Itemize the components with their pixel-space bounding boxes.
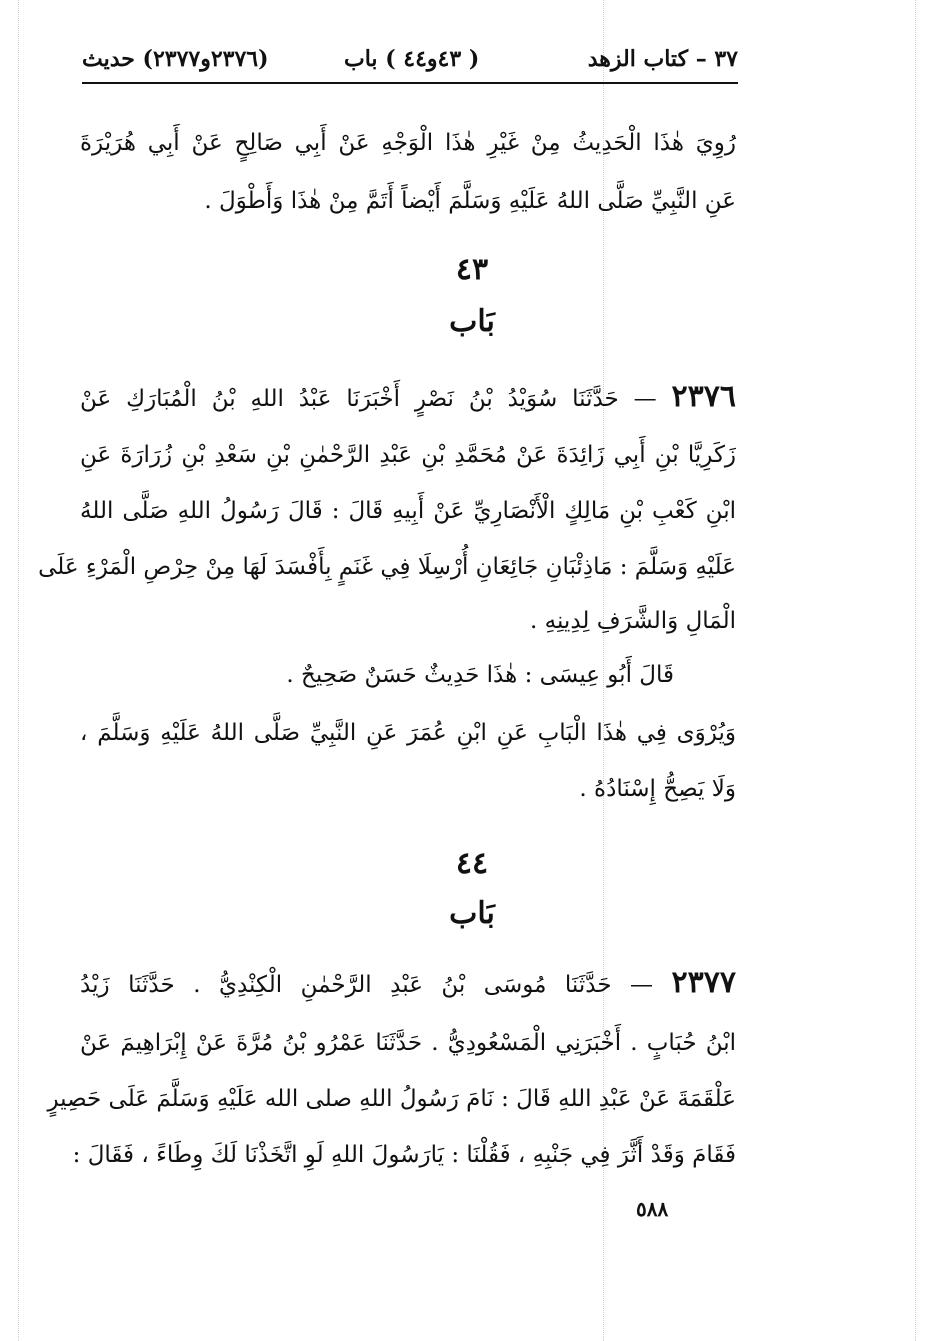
hadith-2377-line-2: ابْنُ حُبَابٍ . أَخْبَرَنِي الْمَسْعُودِيُّ . حَدَّثَنَا عَمْرُو بْنُ مُرَّةَ عَنْ إِبْرَاهِيمَ عَنْ — [80, 1030, 736, 1056]
section-title-bab-43: بَاب — [449, 304, 495, 339]
hadith-2376-note-1: وَيُرْوَى فِي هٰذَا الْبَابِ عَنِ ابْنِ عُمَرَ عَنِ النَّبِيِّ صَلَّى اللهُ عَلَيْهِ وَسَلَّمَ ، — [80, 720, 736, 746]
hadith-2376-line-5: الْمَالِ وَالشَّرَفِ لِدِينِهِ . — [530, 608, 736, 634]
section-number-43: ٤٣ — [455, 252, 489, 287]
hadith-2377-line-4: فَقَامَ وَقَدْ أَثَّرَ فِي جَنْبِهِ ، فَقُلْنَا : يَارَسُولَ اللهِ لَوِ اتَّخَذْنَا لَكَ وِطَاءً ، فَقَالَ : — [72, 1142, 736, 1168]
header-divider — [82, 82, 738, 84]
hadith-2376-verdict: قَالَ أَبُو عِيسَى : هٰذَا حَدِيثٌ حَسَنٌ صَحِيحٌ . — [286, 662, 674, 688]
hadith-2376-line-2: زَكَرِيَّا بْنِ أَبِي زَائِدَةَ عَنْ مُحَمَّدِ بْنِ عَبْدِ الرَّحْمٰنِ بْنِ سَعْدِ بْنِ زُرَارَةَ عَنِ — [80, 442, 736, 468]
section-title-bab-44: بَاب — [449, 896, 495, 931]
scan-guide-line — [18, 0, 19, 1341]
header-book-title: ٣٧ – كتاب الزهد — [587, 46, 738, 72]
hadith-number-2377: ٢٣٧٧ — [671, 965, 736, 1000]
hadith-2376-line-1 — [80, 379, 736, 414]
hadith-2377-text-1: — حَدَّثَنَا مُوسَى بْنُ عَبْدِ الرَّحْمٰنِ الْكِنْدِيُّ . حَدَّثَنَا زَيْدُ — [80, 972, 672, 998]
intro-line-2: عَنِ النَّبِيِّ صَلَّى اللهُ عَلَيْهِ وَسَلَّمَ أَيْضاً أَتَمَّ مِنْ هٰذَا وَأَطْوَلَ . — [204, 188, 736, 214]
hadith-2377-line-3: عَلْقَمَةَ عَنْ عَبْدِ اللهِ قَالَ : نَامَ رَسُولُ اللهِ صلى الله عَلَيْهِ وَسَلَّمَ عَلَى حَصِيرٍ — [47, 1086, 736, 1112]
hadith-2376-note-2: وَلَا يَصِحُّ إِسْنَادُهُ . — [579, 776, 736, 802]
hadith-2376-line-4: عَلَيْهِ وَسَلَّمَ : مَاذِئْبَانِ جَائِعَانِ أُرْسِلَا فِي غَنَمٍ بِأَفْسَدَ لَهَا مِنْ حِرْصِ الْمَرْءِ عَلَى — [38, 554, 736, 580]
section-number-44: ٤٤ — [455, 846, 489, 881]
hadith-2376-text-1: — حَدَّثَنَا سُوَيْدُ بْنُ نَصْرٍ أَخْبَرَنَا عَبْدُ اللهِ بْنُ الْمُبَارَكِ عَنْ — [80, 386, 672, 412]
page-number: ٥٨٨ — [636, 1197, 669, 1221]
header-hadith-range: (٢٣٧٦و٢٣٧٧) حديث — [82, 46, 269, 72]
running-header — [82, 44, 738, 78]
intro-line-1: رُوِيَ هٰذَا الْحَدِيثُ مِنْ غَيْرِ هٰذَا الْوَجْهِ عَنْ أَبِي صَالِحٍ عَنْ أَبِي هُرَيْرَةَ — [80, 130, 736, 156]
hadith-2376-line-3: ابْنِ كَعْبِ بْنِ مَالِكٍ الْأَنْصَارِيِّ عَنْ أَبِيهِ قَالَ : قَالَ رَسُولُ اللهِ صَلَّى اللهُ — [80, 498, 736, 524]
hadith-2377-line-1 — [80, 965, 736, 1000]
hadith-number-2376: ٢٣٧٦ — [671, 379, 736, 414]
header-chapter: ( ٤٣و٤٤ ) باب — [344, 46, 480, 72]
scan-guide-line — [915, 0, 916, 1341]
